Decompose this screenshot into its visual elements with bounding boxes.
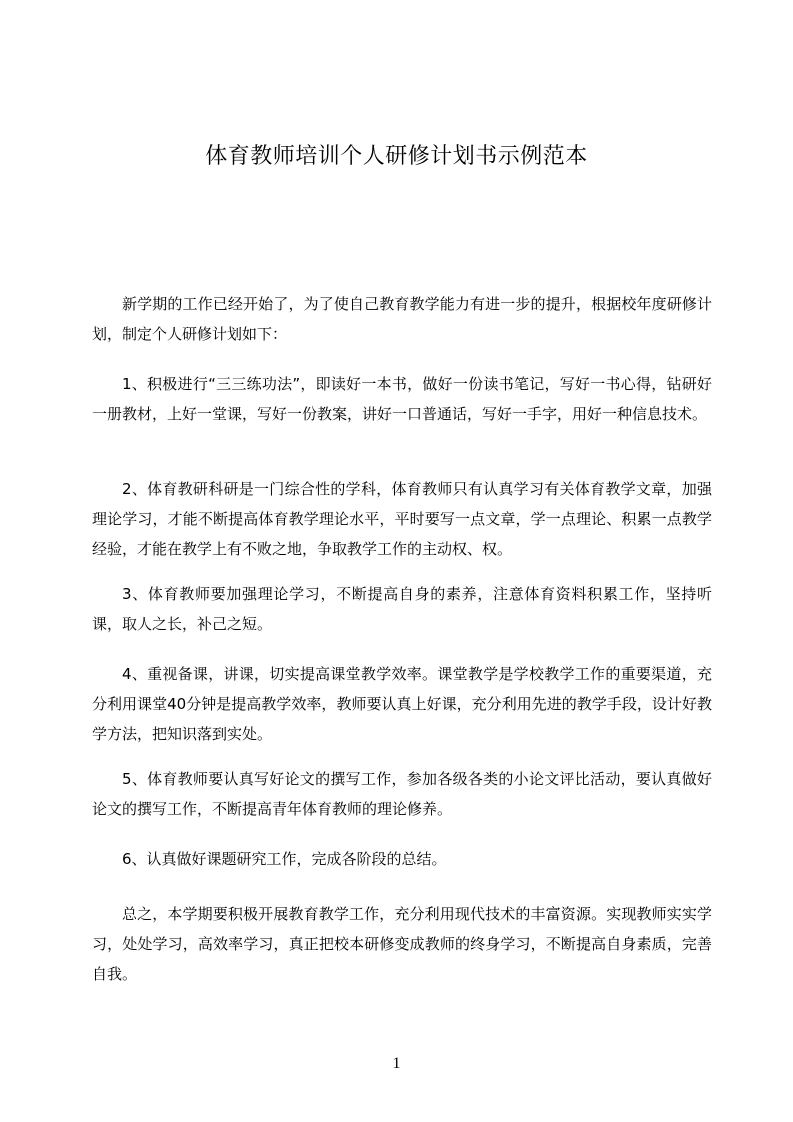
paragraph-item-3: 3、体育教师要加强理论学习，不断提高自身的素养，注意体育资料积累工作，坚持听课，取人之长，补己之短。 — [92, 585, 712, 633]
paragraph-item-2: 2、体育教研科研是一门综合性的学科，体育教师只有认真学习有关体育教学文章，加强理论学习，才能不断提高体育教学理论水平，平时要写一点文章，学一点理论、积累一点教学经验，才能在教学上有不败之地，争取教学工作的主动权、权。 — [92, 480, 712, 558]
paragraph-item-6: 6、认真做好课题研究工作，完成各阶段的总结。 — [122, 850, 447, 868]
paragraph-intro: 新学期的工作已经开始了，为了使自己教育教学能力有进一步的提升，根据校年度研修计划，制定个人研修计划如下： — [92, 295, 712, 343]
document-title: 体育教师培训个人研修计划书示例范本 — [205, 144, 588, 169]
paragraph-item-4: 4、重视备课，讲课，切实提高课堂教学效率。课堂教学是学校教学工作的重要渠道，充分利用课堂40分钟是提高教学效率，教师要认真上好课，充分利用先进的教学手段，设计好教学方法，把知识落到实处。 — [92, 665, 712, 743]
paragraph-item-5: 5、体育教师要认真写好论文的撰写工作，参加各级各类的小论文评比活动，要认真做好论文的撰写工作，不断提高青年体育教师的理论修养。 — [92, 770, 712, 818]
paragraph-item-1: 1、积极进行“三三练功法”，即读好一本书，做好一份读书笔记，写好一书心得，钻研好一册教材，上好一堂课，写好一份教案，讲好一口普通话，写好一手字，用好一种信息技术。 — [92, 375, 712, 423]
paragraph-conclusion: 总之，本学期要积极开展教育教学工作，充分利用现代技术的丰富资源。实现教师实实学习，处处学习，高效率学习，真正把校本研修变成教师的终身学习，不断提高自身素质，完善自我。 — [92, 905, 712, 983]
page-number: 1 — [392, 1055, 401, 1072]
